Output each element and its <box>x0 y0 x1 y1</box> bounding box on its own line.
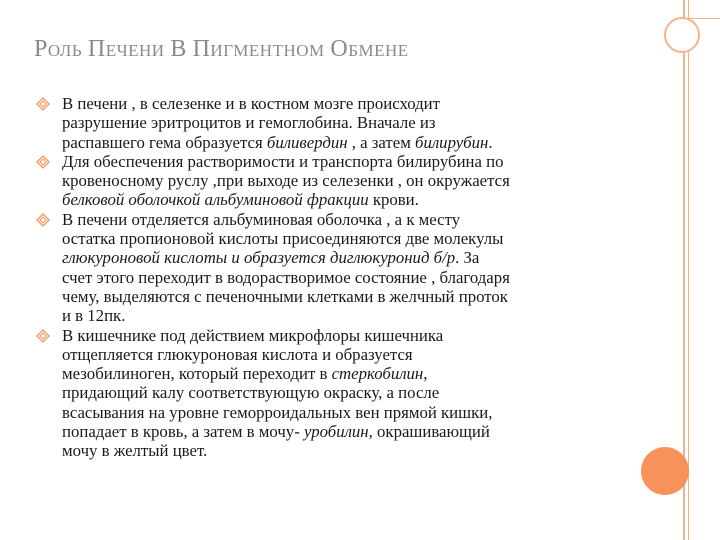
diamond-bullet-icon <box>36 155 50 169</box>
text-line <box>62 152 676 171</box>
text-segment: всасывания на уровне геморроидальных вен прямой кишки, <box>62 402 493 422</box>
text-segment: разрушение эритроцитов и гемоглобина. Вначале из <box>62 113 436 133</box>
diamond-bullet-icon <box>36 97 50 111</box>
text-segment: кровеносному руслу ,при выходе из селезенки , он окружается <box>62 171 510 191</box>
frame-line-inner <box>688 0 689 540</box>
text-line <box>62 287 676 306</box>
text-segment: отщепляется глюкуроновая кислота и образуется <box>62 344 413 364</box>
text-line <box>62 190 676 209</box>
diamond-bullet-icon <box>36 213 50 227</box>
text-line <box>62 268 676 287</box>
italic-term: билирубин <box>415 132 489 152</box>
text-line <box>62 210 676 229</box>
list-item <box>36 152 676 210</box>
text-segment: мочу в желтый цвет. <box>62 441 208 461</box>
italic-term: биливердин <box>266 132 348 152</box>
list-item <box>36 210 676 326</box>
text-segment: попадает в кровь, а затем в мочу- <box>62 422 304 442</box>
list-item <box>36 94 676 152</box>
bullet-list <box>36 94 676 461</box>
text-segment: . За <box>455 248 480 268</box>
text-line <box>62 403 676 422</box>
text-line <box>62 306 676 325</box>
text-line <box>62 94 676 113</box>
frame-line-top <box>688 18 720 19</box>
text-segment: остатка пропионовой кислоты присоединяются две молекулы <box>62 229 504 249</box>
italic-term: белковой оболочкой альбуминовой фракции <box>62 190 369 210</box>
text-segment: чему, выделяются с печеночными клетками в желчный проток <box>62 286 508 306</box>
text-line <box>62 113 676 132</box>
text-line <box>62 326 676 345</box>
text-line <box>62 383 676 402</box>
slide-title: РОЛЬ ПЕЧЕНИ В ПИГМЕНТНОМ ОБМЕНЕ <box>34 36 409 62</box>
text-segment: , окрашивающий <box>368 422 490 442</box>
text-segment: и в 12пк. <box>62 306 126 326</box>
text-line <box>62 422 676 441</box>
text-line <box>62 229 676 248</box>
diamond-bullet-icon <box>36 329 50 343</box>
decorative-circle-outline <box>664 17 700 53</box>
text-segment: В печени отделяется альбуминовая оболочка , а к месту <box>62 209 461 229</box>
italic-term: уробилин <box>303 422 369 442</box>
list-item <box>36 326 676 461</box>
text-line <box>62 441 676 460</box>
italic-term: глюкуроновой кислоты и образуется диглюкуронид б/р <box>62 248 456 268</box>
text-segment: В кишечнике под действием микрофлоры кишечника <box>62 325 444 345</box>
italic-term: стеркобилин <box>331 364 424 384</box>
text-line <box>62 171 676 190</box>
text-segment: счет этого переходит в водорастворимое состояние , благодаря <box>62 267 510 287</box>
text-line <box>62 364 676 383</box>
text-segment: мезобилиноген, который переходит в <box>62 364 332 384</box>
text-segment: распавшего гема образуется <box>62 132 267 152</box>
text-line <box>62 345 676 364</box>
text-segment: В печени , в селезенке и в костном мозге происходит <box>62 94 440 113</box>
text-segment: , <box>423 364 428 384</box>
text-segment: , а затем <box>347 132 416 152</box>
text-line <box>62 248 676 267</box>
text-segment: . <box>488 132 493 152</box>
text-segment: крови. <box>368 190 419 210</box>
text-segment: Для обеспечения растворимости и транспорта билирубина по <box>62 151 504 171</box>
text-segment: придающий калу соответствующую окраску, а после <box>62 383 440 403</box>
text-line <box>62 133 676 152</box>
